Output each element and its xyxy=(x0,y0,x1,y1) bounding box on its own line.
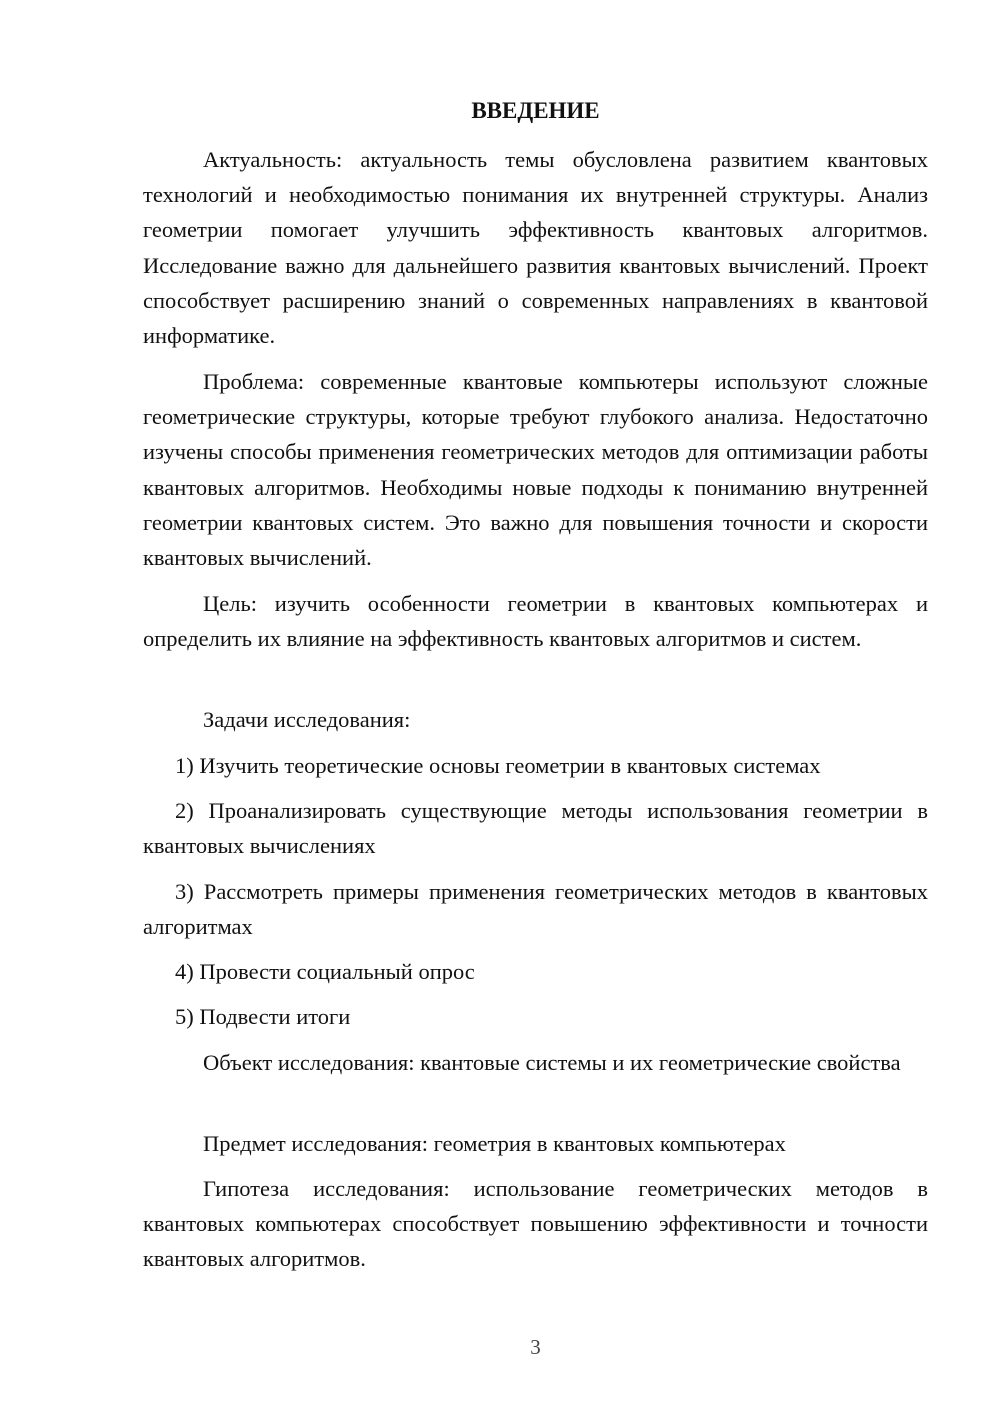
paragraph-relevance: Актуальность: актуальность темы обусловлена развитием квантовых технологий и необходимостью понимания их внутренней структуры. Анализ геометрии помогает улучшить эффективность квантовых алгоритмов. Исследование важно для дальнейшего развития квантовых вычислений. Проект способствует расширению знаний о современных направлениях в квантовой информатике. xyxy=(143,147,928,349)
task-item-3: 3) Рассмотреть примеры применения геометрических методов в квантовых алгоритмах xyxy=(143,879,928,940)
page-title: ВВЕДЕНИЕ xyxy=(471,98,600,123)
paragraph-goal: Цель: изучить особенности геометрии в квантовых компьютерах и определить их влияние на эффективность квантовых алгоритмов и систем. xyxy=(143,591,928,652)
paragraph-subject: Предмет исследования: геометрия в квантовых компьютерах xyxy=(203,1131,786,1156)
paragraph-object: Объект исследования: квантовые системы и их геометрические свойства xyxy=(203,1050,901,1075)
task-item-4: 4) Провести социальный опрос xyxy=(175,959,475,984)
paragraph-problem: Проблема: современные квантовые компьютеры используют сложные геометрические структуры, которые требуют глубокого анализа. Недостаточно изучены способы применения геометрических методов для оптимизации работы квантовых алгоритмов. Необходимы новые подходы к пониманию внутренней геометрии квантовых систем. Это важно для повышения точности и скорости квантовых вычислений. xyxy=(143,369,928,571)
task-item-2: 2) Проанализировать существующие методы использования геометрии в квантовых вычислениях xyxy=(143,798,928,859)
paragraph-tasks-heading: Задачи исследования: xyxy=(203,707,411,732)
paragraph-hypothesis: Гипотеза исследования: использование геометрических методов в квантовых компьютерах способствует повышению эффективности и точности квантовых алгоритмов. xyxy=(143,1176,928,1272)
task-item-1: 1) Изучить теоретические основы геометрии в квантовых системах xyxy=(175,753,821,778)
page-number: 3 xyxy=(530,1335,541,1359)
task-item-5: 5) Подвести итоги xyxy=(175,1004,351,1029)
